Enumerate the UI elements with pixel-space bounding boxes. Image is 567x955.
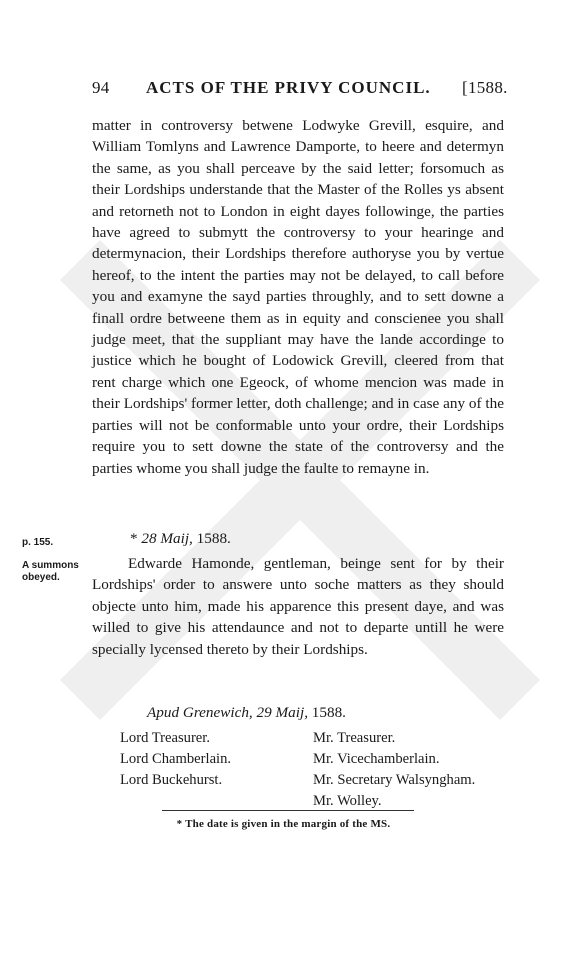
- attendees-left-column: [120, 728, 310, 791]
- date-year: 1588.: [196, 530, 231, 547]
- running-year: [1588.: [462, 78, 508, 97]
- date-text: 28 Maij,: [141, 530, 193, 547]
- attendee: Lord Chamberlain.: [120, 751, 232, 767]
- meeting-heading: [147, 704, 346, 722]
- running-title: ACTS OF THE PRIVY COUNCIL.: [146, 78, 431, 97]
- margin-page-ref: p. 155.: [22, 537, 54, 548]
- paragraph-letter: matter in controversy betwene Lodwyke Grevill, esquire, and William Tomlyns and Lawrence Damporte, to heere and determyn the same, as you shall perceave by the said letter; forsomuch as their Lordships understande that the Master of the Rolles ys absent and retorneth not to London in eight dayes followinge, the parties have agreed to submytt the controversy to your hearinge and determynacion, their Lordships therefore authoryse you by vertue hereof, to the intent the parties may not be delayed, to call before you and examyne the sayd parties throughly, and to sett downe a finall ordre betweene them as in equity and conscienee you shall judge meet, that the suppliant may have the lande accordinge to justice which he bought of Lodowick Grevill, cleered from that rent charge which one Egeock, of whome mencion was made in their Lordships' former letter, doth challenge; and in case any of the parties will not be conformable unto your ordre, their Lordships require you to sett downe the state of the controversy and the parties whome you shall judge the faulte to remayne in.: [92, 117, 504, 477]
- attendee: Mr. Vicechamberlain.: [313, 751, 440, 767]
- footnote-marker: *: [130, 530, 138, 547]
- meeting-place-date: Apud Grenewich, 29 Maij,: [147, 704, 308, 721]
- attendee: Lord Buckehurst.: [120, 772, 223, 788]
- margin-note-summons: A summons obeyed.: [22, 560, 79, 583]
- paragraph-summons: [92, 553, 504, 660]
- attendee: Lord Treasurer.: [120, 730, 210, 746]
- page-number: 94: [92, 78, 110, 97]
- paragraph-summons-text: Edwarde Hamonde, gentleman, beinge sent for by their Lordships' order to answere unto soche matters as they should objecte unto him, made his apparence this present daye, and was willed to give his attendaunce and not to departe untill he were specially lycensed thereto by their Lordships.: [92, 555, 504, 658]
- attendee: Mr. Secretary Walsyngham.: [313, 772, 476, 788]
- meeting-year: 1588.: [311, 704, 346, 721]
- footnote: * The date is given in the margin of the MS.: [176, 818, 391, 830]
- attendee: Mr. Treasurer.: [313, 730, 396, 746]
- attendees-right-column: [313, 728, 513, 812]
- footnote-divider: [162, 810, 414, 811]
- date-entry: [130, 530, 231, 548]
- running-head: [0, 78, 567, 102]
- attendee: Mr. Wolley.: [313, 793, 382, 809]
